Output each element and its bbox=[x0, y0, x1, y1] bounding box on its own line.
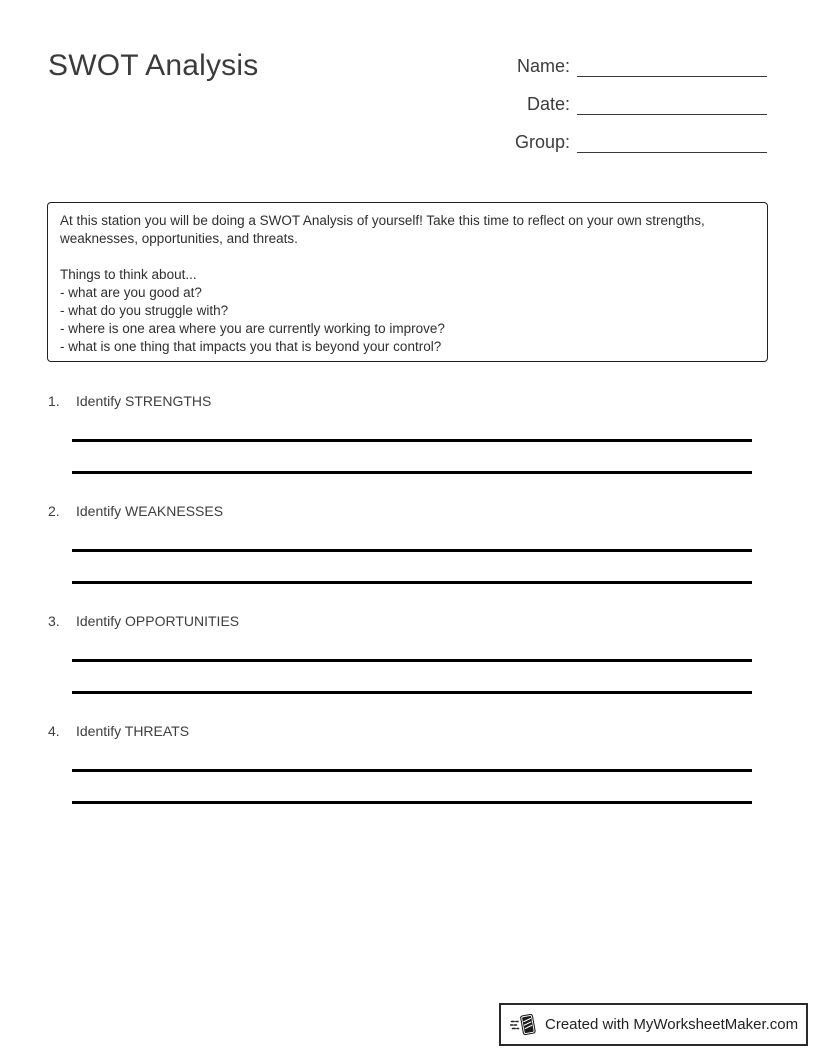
answer-line bbox=[72, 801, 752, 804]
question-item-strengths bbox=[48, 393, 768, 503]
question-item-weaknesses bbox=[48, 503, 768, 613]
group-field-row bbox=[515, 127, 767, 153]
question-item-opportunities bbox=[48, 613, 768, 723]
date-field-row bbox=[515, 89, 767, 115]
question-number: 1. bbox=[48, 393, 60, 409]
date-label: Date: bbox=[526, 94, 570, 114]
instructions-spacer bbox=[60, 248, 755, 266]
group-label: Group: bbox=[514, 132, 570, 152]
name-field-row bbox=[515, 51, 767, 77]
question-number: 3. bbox=[48, 613, 60, 629]
question-label: Identify OPPORTUNITIES bbox=[76, 613, 240, 629]
instructions-prompt: Things to think about... bbox=[60, 267, 197, 282]
answer-line bbox=[72, 549, 752, 552]
question-number: 4. bbox=[48, 723, 60, 739]
instruction-bullet: - where is one area where you are currently working to improve? bbox=[60, 321, 445, 336]
answer-line bbox=[72, 471, 752, 474]
instruction-bullet: - what are you good at? bbox=[60, 285, 202, 300]
question-label-row bbox=[48, 503, 768, 519]
date-write-line bbox=[577, 92, 767, 115]
header-fields bbox=[515, 51, 767, 165]
footer-credit-text: Created with MyWorksheetMaker.com bbox=[545, 1016, 799, 1033]
instructions-box bbox=[47, 202, 768, 362]
name-label: Name: bbox=[516, 56, 570, 76]
answer-line bbox=[72, 439, 752, 442]
page-title: SWOT Analysis bbox=[48, 49, 259, 82]
answer-line bbox=[72, 581, 752, 584]
instruction-bullet: - what do you struggle with? bbox=[60, 303, 229, 318]
question-label: Identify WEAKNESSES bbox=[76, 503, 224, 519]
footer-credit-badge bbox=[499, 1003, 808, 1046]
question-number: 2. bbox=[48, 503, 60, 519]
instructions-intro: At this station you will be doing a SWOT Analysis of yourself! Take this time to reflect on your own strengths, weaknesses, opportunities, and threats. bbox=[60, 213, 705, 246]
question-label: Identify STRENGTHS bbox=[76, 393, 212, 409]
question-label-row bbox=[48, 723, 768, 739]
answer-line bbox=[72, 769, 752, 772]
question-label-row bbox=[48, 393, 768, 409]
name-write-line bbox=[577, 54, 767, 77]
instruction-bullet: - what is one thing that impacts you that is beyond your control? bbox=[60, 339, 442, 354]
question-label-row bbox=[48, 613, 768, 629]
answer-line bbox=[72, 691, 752, 694]
worksheet-maker-icon bbox=[510, 1011, 538, 1039]
question-label: Identify THREATS bbox=[76, 723, 190, 739]
question-item-threats bbox=[48, 723, 768, 833]
group-write-line bbox=[577, 130, 767, 153]
answer-line bbox=[72, 659, 752, 662]
